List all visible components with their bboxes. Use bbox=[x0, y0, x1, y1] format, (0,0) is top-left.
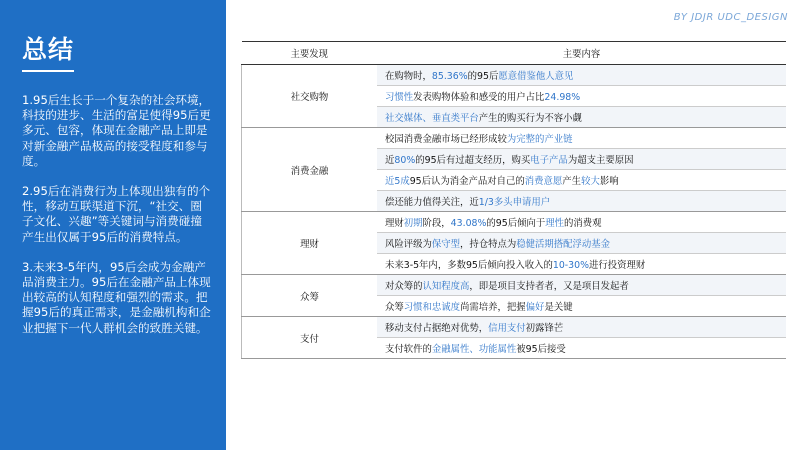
summary-paragraphs bbox=[22, 93, 212, 351]
content-cell bbox=[377, 191, 786, 212]
content-cell bbox=[377, 275, 786, 296]
highlighted-text: 43.08% bbox=[450, 218, 487, 229]
content-text: 的95后倾向于 bbox=[486, 218, 546, 229]
content-text: 进行投资理财 bbox=[589, 260, 646, 271]
highlighted-text: 初期 bbox=[403, 218, 423, 229]
content-text: 支付软件的 bbox=[385, 344, 432, 355]
content-text: 偿还能力值得关注，近 bbox=[385, 197, 479, 208]
content-cell bbox=[377, 170, 786, 191]
highlighted-text: 金融属性、功能属性 bbox=[431, 344, 517, 355]
summary-paragraph-1: 1.95后生长于一个复杂的社会环境，科技的进步、生活的富足使得95后更多元、包容，体现在金融产品上即是对新金融产品极高的接受程度和参与度。 bbox=[22, 93, 211, 168]
highlighted-text: 愿意借鉴他人意见 bbox=[498, 71, 574, 82]
content-text: 移动支付占据绝对优势， bbox=[385, 323, 489, 334]
highlighted-text: 社交媒体、垂直类平台 bbox=[385, 113, 479, 124]
content-text: 为超支主要原因 bbox=[567, 155, 634, 166]
highlighted-text: 24.98% bbox=[544, 92, 581, 103]
content-text: ，即是项目支持者者，又是项目发起者 bbox=[469, 281, 629, 292]
content-text: 理财 bbox=[385, 218, 404, 229]
content-cell bbox=[377, 233, 786, 254]
content-cell bbox=[377, 65, 786, 86]
highlighted-text: 较大 bbox=[581, 176, 600, 187]
header-findings: 主要发现 bbox=[242, 42, 378, 65]
content-cell bbox=[377, 317, 786, 338]
table-row bbox=[242, 212, 787, 233]
category-cell: 消费金融 bbox=[242, 128, 378, 212]
sidebar-title: 总结 bbox=[22, 35, 75, 64]
summary-paragraph-3: 3.未来3-5年内，95后会成为金融产品消费主力。95后在金融产品上体现出较高的认知程度和强烈的需求。把握95后的真正需求，是金融机构和企业把握下一代人群机会的致胜关键。 bbox=[22, 259, 211, 335]
title-underline bbox=[22, 70, 74, 72]
table-row bbox=[242, 317, 787, 338]
content-text: 的95后 bbox=[467, 71, 499, 82]
content-text: 95后认为消金产品对自己的 bbox=[409, 176, 525, 187]
highlighted-text: 理性 bbox=[545, 218, 564, 229]
highlighted-text: 信用支付 bbox=[488, 323, 526, 334]
content-text: 产生的购买行为不容小觑 bbox=[478, 113, 582, 124]
highlighted-text: 稳健活期搭配浮动基金 bbox=[516, 239, 611, 250]
content-text: 众筹 bbox=[385, 302, 404, 313]
content-cell bbox=[377, 107, 786, 128]
content-text: 发表购物体验和感受的用户占比 bbox=[413, 92, 545, 103]
content-text: 的消费观 bbox=[564, 218, 602, 229]
highlighted-text: 电子产品 bbox=[530, 155, 568, 166]
highlighted-text: 保守型 bbox=[431, 239, 461, 250]
content-cell bbox=[377, 86, 786, 107]
category-cell: 支付 bbox=[242, 317, 378, 359]
content-text: 未来3-5年内，多数95后倾向投入收入的 bbox=[385, 260, 553, 271]
content-text: 影响 bbox=[599, 176, 619, 187]
highlighted-text: 近5成 bbox=[385, 176, 410, 187]
content-text: 校园消费金融市场已经形成较 bbox=[385, 134, 507, 145]
table-row bbox=[242, 275, 787, 296]
header-content: 主要内容 bbox=[377, 42, 786, 65]
summary-paragraph-2: 2.95后在消费行为上体现出独有的个性，移动互联渠道下沉，“社交、圈子文化、兴趣”等关键词与消费碰撞产生出仅属于95后的消费特点。 bbox=[22, 184, 211, 244]
content-cell bbox=[377, 212, 786, 233]
highlighted-text: 习惯性 bbox=[385, 92, 414, 103]
content-text: 是关键 bbox=[544, 302, 573, 313]
findings-table bbox=[241, 41, 786, 359]
category-cell: 众筹 bbox=[242, 275, 378, 317]
designer-watermark: BY JDJR UDC_DESIGN bbox=[673, 12, 788, 23]
highlighted-text: 认知程度高 bbox=[422, 281, 470, 292]
content-text: 产生 bbox=[562, 176, 582, 187]
highlighted-text: 为完整的产业链 bbox=[506, 134, 573, 145]
category-cell: 社交购物 bbox=[242, 65, 378, 128]
table-row bbox=[242, 128, 787, 149]
content-cell bbox=[377, 254, 786, 275]
highlighted-text: 偏好 bbox=[525, 302, 545, 313]
highlighted-text: 80% bbox=[394, 155, 416, 166]
content-text: 初露锋芒 bbox=[525, 323, 564, 334]
content-cell bbox=[377, 128, 786, 149]
table-header-row bbox=[242, 42, 787, 65]
content-text: 风险评级为 bbox=[385, 239, 432, 250]
summary-sidebar bbox=[0, 0, 226, 450]
content-text: 对众筹的 bbox=[385, 281, 423, 292]
highlighted-text: 85.36% bbox=[431, 71, 468, 82]
content-cell bbox=[377, 296, 786, 317]
content-text: 的95后有过超支经历，购买 bbox=[415, 155, 531, 166]
category-cell: 理财 bbox=[242, 212, 378, 275]
content-cell bbox=[377, 149, 786, 170]
highlighted-text: 消费意愿 bbox=[524, 176, 563, 187]
highlighted-text: 10-30% bbox=[552, 260, 590, 271]
content-text: 在购物时， bbox=[385, 71, 432, 82]
content-text: 尚需培养，把握 bbox=[460, 302, 526, 313]
content-text: 阶段， bbox=[422, 218, 451, 229]
highlighted-text: 习惯和忠诚度 bbox=[403, 302, 461, 313]
highlighted-text: 1/3多头申请用户 bbox=[478, 197, 551, 208]
content-text: 近 bbox=[385, 155, 395, 166]
content-text: ，持仓特点为 bbox=[460, 239, 517, 250]
table-body bbox=[242, 65, 787, 359]
content-cell bbox=[377, 338, 786, 359]
table-row bbox=[242, 65, 787, 86]
content-text: 被95后接受 bbox=[516, 344, 566, 355]
